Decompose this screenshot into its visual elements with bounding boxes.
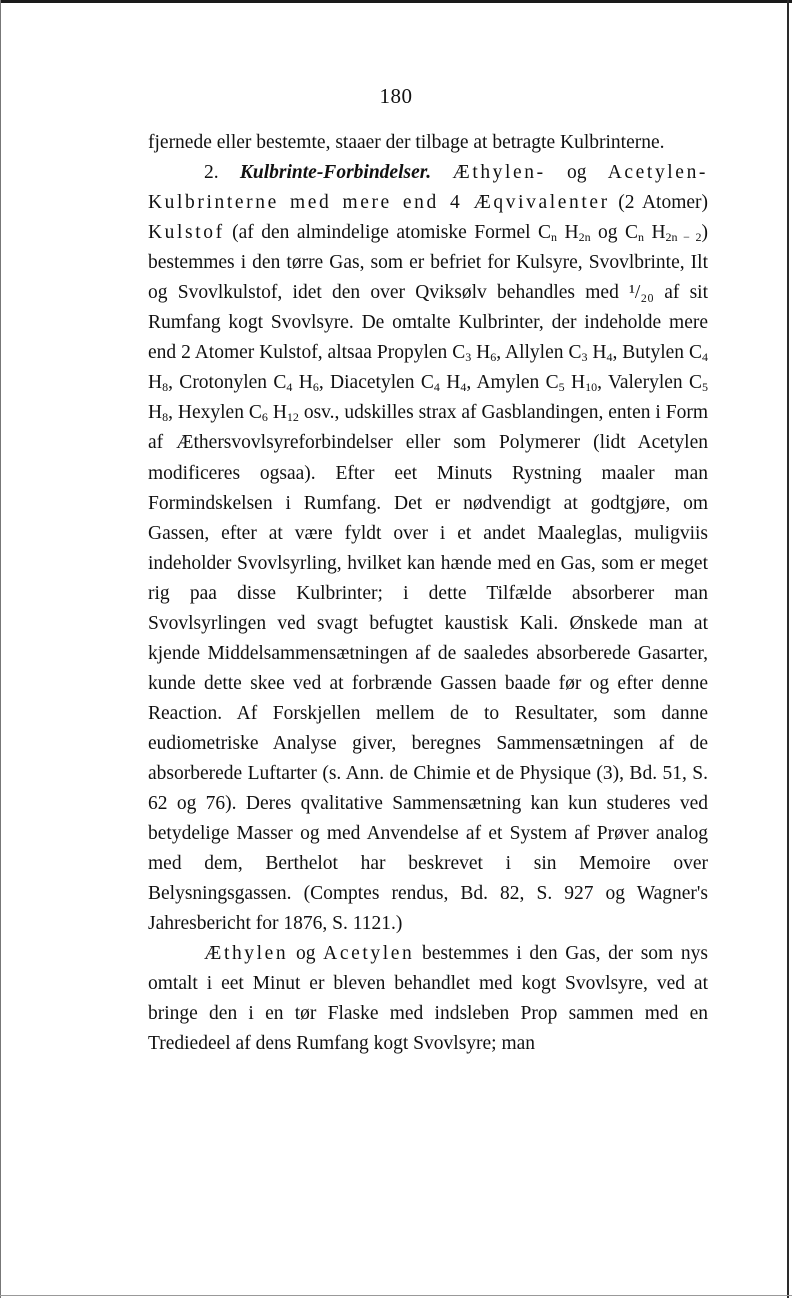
spaced-term: Acetylen	[323, 943, 415, 965]
text-run: og C	[590, 222, 638, 244]
subscript: 3	[581, 350, 588, 365]
spaced-term: Kulstof	[148, 222, 225, 244]
text-run: , Allylen C	[496, 342, 582, 364]
text-run: H	[471, 342, 491, 364]
top-page-edge	[0, 0, 792, 3]
text-run: H	[439, 372, 461, 394]
subscript: 6	[312, 380, 319, 395]
subscript: 4	[460, 380, 467, 395]
paragraph-3	[148, 939, 708, 1059]
fraction: ¹/₂₀	[629, 282, 654, 304]
section-heading: Kulbrinte-Forbindelser.	[239, 162, 432, 184]
subscript: 3	[465, 350, 472, 365]
paragraph-1-text: fjernede eller bestemte, staaer der tilbage at betragte Kulbrinterne.	[148, 132, 665, 153]
subscript: 8	[162, 380, 169, 395]
text-run: osv., udskilles strax af Gasblandingen, enten i Form af Æthersvovlsyreforbindelser eller som Polymerer (lidt Acetylen modificeres ogsaa). Efter eet Minuts Rystning maaler man Formindskelsen i Rumfang. Det er nødvendigt at godtgjøre, om Gassen, efter at være fyldt over i et andet Maaleglas, muligviis indeholder Svovlsyrling, hvilket kan hænde med en Gas, som er meget rig paa disse Kulbrinter; i dette Tilfælde absorberer man Svovlsyrlingen ved svagt befugtet kaustisk Kali. Ønskede man at kjende Middelsammensætningen af de saaledes absorberede Gasarter, kunde dette skee ved at forbrænde Gassen baade før og efter denne Reaction. Af Forskjellen mellem de to Resultater, som danne eudiometriske Analyse giver, beregnes Sammensætningen af de absorberede Luftarter (s. Ann. de Chimie et de Physique (3), Bd. 51, S. 62 og 76). Deres qvalitative Sammensætning kan kun studeres ved betydelige Masser og med Anvendelse af et System af Prøver analog med dem, Berthelot har beskrevet i sin Memoire over Belysningsgassen. (Comptes rendus, Bd. 82, S. 927 og Wagner's Jahresbericht for 1876, S. 1121.)	[148, 402, 708, 935]
section-number: 2.	[204, 162, 219, 184]
spaced-term: Acetylen-Kulbrinterne med mere end 4 Æqvivalenter	[148, 162, 709, 214]
text-run: og	[288, 943, 324, 965]
subscript: 4	[286, 380, 293, 395]
page-number: 180	[379, 84, 413, 108]
subscript: 6	[490, 350, 497, 365]
left-page-edge	[0, 0, 1, 1298]
subscript: 2n	[578, 230, 591, 245]
text-run: af sit Rumfang kogt Svovlsyre. De omtalte Kulbrinter, der indeholde mere end 2 Atomer Kulstof, altsaa Propylen C	[148, 282, 709, 364]
text-run: H	[292, 372, 313, 394]
subscript: 4	[606, 350, 613, 365]
bottom-page-edge	[0, 1295, 792, 1296]
subscript: 4	[433, 380, 440, 395]
text-run: H	[644, 222, 666, 244]
text-run: ) bestemmes i den tørre Gas, som er befriet for Kulsyre, Svovlbrinte, Ilt og Svovlkulstof, idet den over Qviksølv behandles med	[148, 222, 708, 304]
text-run: H	[564, 372, 586, 394]
text-run: bestemmes i den Gas, der som nys omtalt i eet Minut er bleven behandlet med kogt Svovlsyre, ved at bringe den i en tør Flaske med indsleben Prop sammen med en Trediedeel af dens Rumfang kogt Svovlsyre; man	[148, 943, 708, 1055]
right-page-edge	[787, 0, 789, 1298]
text-run: og	[545, 162, 608, 184]
paragraph-1	[148, 128, 708, 158]
subscript: 12	[286, 410, 299, 425]
text-run: , Crotonylen C	[168, 372, 287, 394]
subscript: 6	[261, 410, 268, 425]
text-run: , Butylen C	[612, 342, 702, 364]
subscript: 5	[702, 380, 709, 395]
subscript: 4	[702, 350, 708, 365]
spaced-term: Æthylen	[204, 943, 289, 965]
subscript: 2n − 2	[665, 230, 702, 245]
body-text	[148, 128, 708, 1059]
text-run: , Amylen C	[466, 372, 559, 394]
text-run: (af den almindelige atomiske Formel C	[224, 222, 552, 244]
text-run: H	[148, 402, 163, 424]
subscript: n	[551, 230, 558, 245]
subscript: 5	[558, 380, 565, 395]
text-run: , Valerylen C	[597, 372, 703, 394]
text-run: H	[557, 222, 579, 244]
text-run: H	[148, 372, 163, 394]
text-run: (2 Atomer)	[609, 192, 708, 214]
subscript: 10	[585, 380, 598, 395]
text-run: , Diacetylen C	[318, 372, 434, 394]
spaced-term: Æthylen-	[452, 162, 546, 184]
subscript: 8	[162, 410, 169, 425]
subscript: n	[638, 230, 644, 245]
text-run: H	[267, 402, 287, 424]
text-run: H	[587, 342, 607, 364]
paragraph-2	[148, 158, 708, 939]
text-run: , Hexylen C	[168, 402, 262, 424]
